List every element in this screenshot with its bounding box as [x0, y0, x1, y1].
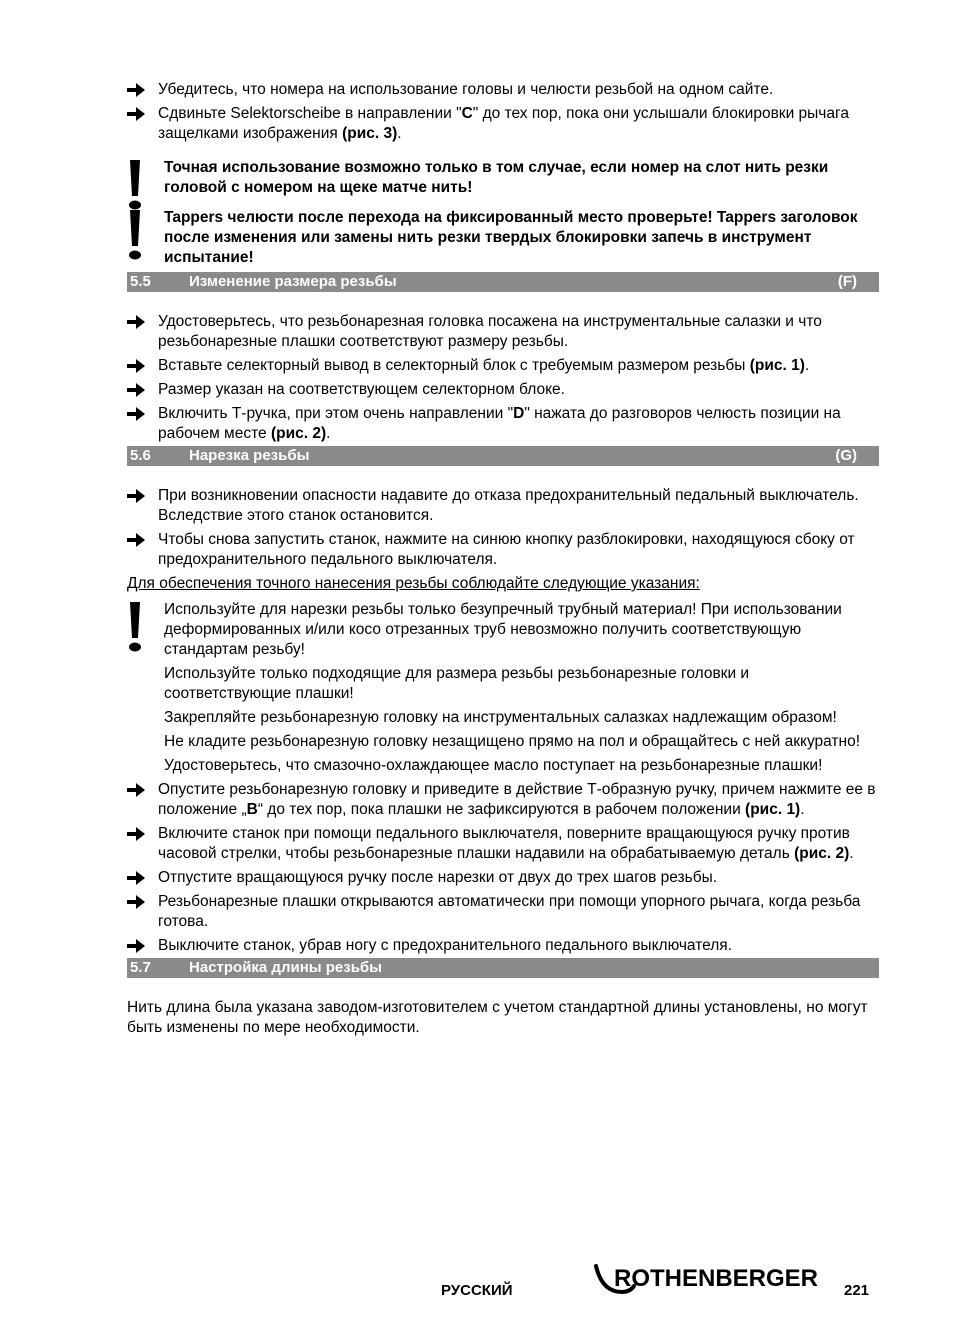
exclamation-icon [127, 160, 143, 210]
exclamation-icon [127, 602, 143, 652]
arrow-right-icon [127, 871, 145, 885]
section-header [127, 446, 879, 466]
paragraph: Нить длина была указана заводом-изготовителем с учетом стандартной длины установлены, но могут быть изменены по мере необходимости. [127, 999, 868, 1036]
section-code: (F) [837, 273, 857, 290]
arrow-right-icon [127, 895, 145, 909]
document-body [127, 80, 879, 1038]
arrow-right-icon [127, 533, 145, 547]
instructions-heading: Для обеспечения точного нанесения резьбы соблюдайте следующие указания: [127, 575, 700, 592]
list-item: Сдвиньте Selektorscheibe в направлении "C" до тех пор, пока они услышали блокировки рычага защелками изображения (рис. 3). [127, 104, 879, 144]
section-number: 5.6 [130, 447, 151, 464]
rothenberger-logo [594, 1262, 830, 1302]
warning-note: Точная использование возможно только в том случае, если номер на слот нить резки головой с номером на щеке матче нить! [127, 158, 879, 198]
list-item: Включить Т-ручка, при этом очень направлении "D" нажата до разговоров челюсть позиции на рабочем месте (рис. 2). [127, 404, 879, 444]
arrow-right-icon [127, 489, 145, 503]
section-code: (G) [835, 447, 857, 464]
arrow-right-icon [127, 939, 145, 953]
section-number: 5.5 [130, 273, 151, 290]
section-title: Нарезка резьбы [189, 447, 310, 464]
list-item: Отпустите вращающуюся ручку после нарезки от двух до трех шагов резьбы. [127, 868, 879, 888]
list-item: Выключите станок, убрав ногу с предохранительного педального выключателя. [127, 936, 879, 956]
arrow-right-icon [127, 827, 145, 841]
list-item: При возникновении опасности надавите до отказа предохранительный педальный выключатель. Вследствие этого станок остановится. [127, 486, 879, 526]
arrow-right-icon [127, 107, 145, 121]
section-header [127, 958, 879, 978]
svg-text:ROTHENBERGER: ROTHENBERGER [614, 1265, 819, 1292]
arrow-right-icon [127, 359, 145, 373]
arrow-right-icon [127, 407, 145, 421]
section-title: Настройка длины резьбы [189, 959, 382, 976]
list-item: Убедитесь, что номера на использование головы и челюсти резьбой на одном сайте. [127, 80, 879, 100]
section-number: 5.7 [130, 959, 151, 976]
footer-language: РУССКИЙ [441, 1282, 513, 1299]
arrow-right-icon [127, 315, 145, 329]
list-item: Опустите резьбонарезную головку и приведите в действие Т-образную ручку, причем нажмите ее в положение „B“ до тех пор, пока плашки не зафиксируются в рабочем положении (рис. 1). [127, 780, 879, 820]
list-item: Размер указан на соответствующем селекторном блоке. [127, 380, 879, 400]
list-item: Чтобы снова запустить станок, нажмите на синюю кнопку разблокировки, находящуюся сбоку от предохранительного педального выключателя. [127, 530, 879, 570]
arrow-right-icon [127, 83, 145, 97]
list-item: Удостоверьтесь, что резьбонарезная головка посажена на инструментальные салазки и что резьбонарезные плашки соответствуют размеру резьбы. [127, 312, 879, 352]
warning-note: Используйте для нарезки резьбы только безупречный трубный материал! При использовании деформированных и/или косо отрезанных труб невозможно получить соответствующую стандартам резьбу! Используйте только подходящие для размера резьбы резьбонарезные головки и соответствующие плашки! Закрепляйте резьбонарезную головку на инструментальных салазках надлежащим образом! Не кладите резьбонарезную головку незащищено прямо на пол и обращайтесь с ней аккуратно! Удостоверьтесь, что смазочно-охлаждающее масло поступает на резьбонарезные плашки! [127, 600, 879, 776]
arrow-right-icon [127, 383, 145, 397]
section-title: Изменение размера резьбы [189, 273, 397, 290]
arrow-right-icon [127, 783, 145, 797]
section-header [127, 272, 879, 292]
list-item: Вставьте селекторный вывод в селекторный блок с требуемым размером резьбы (рис. 1). [127, 356, 879, 376]
warning-note: Tappers челюсти после перехода на фиксированный место проверьте! Tappers заголовок после изменения или замены нить резки твердых блокировки запечь в инструмент испытание! [127, 208, 879, 268]
exclamation-icon [127, 210, 143, 260]
page-number: 221 [844, 1282, 870, 1299]
list-item: Включите станок при помощи педального выключателя, поверните вращающуюся ручку против часовой стрелки, чтобы резьбонарезные плашки надавили на обрабатываемую деталь (рис. 2). [127, 824, 879, 864]
list-item: Резьбонарезные плашки открываются автоматически при помощи упорного рычага, когда резьба готова. [127, 892, 879, 932]
